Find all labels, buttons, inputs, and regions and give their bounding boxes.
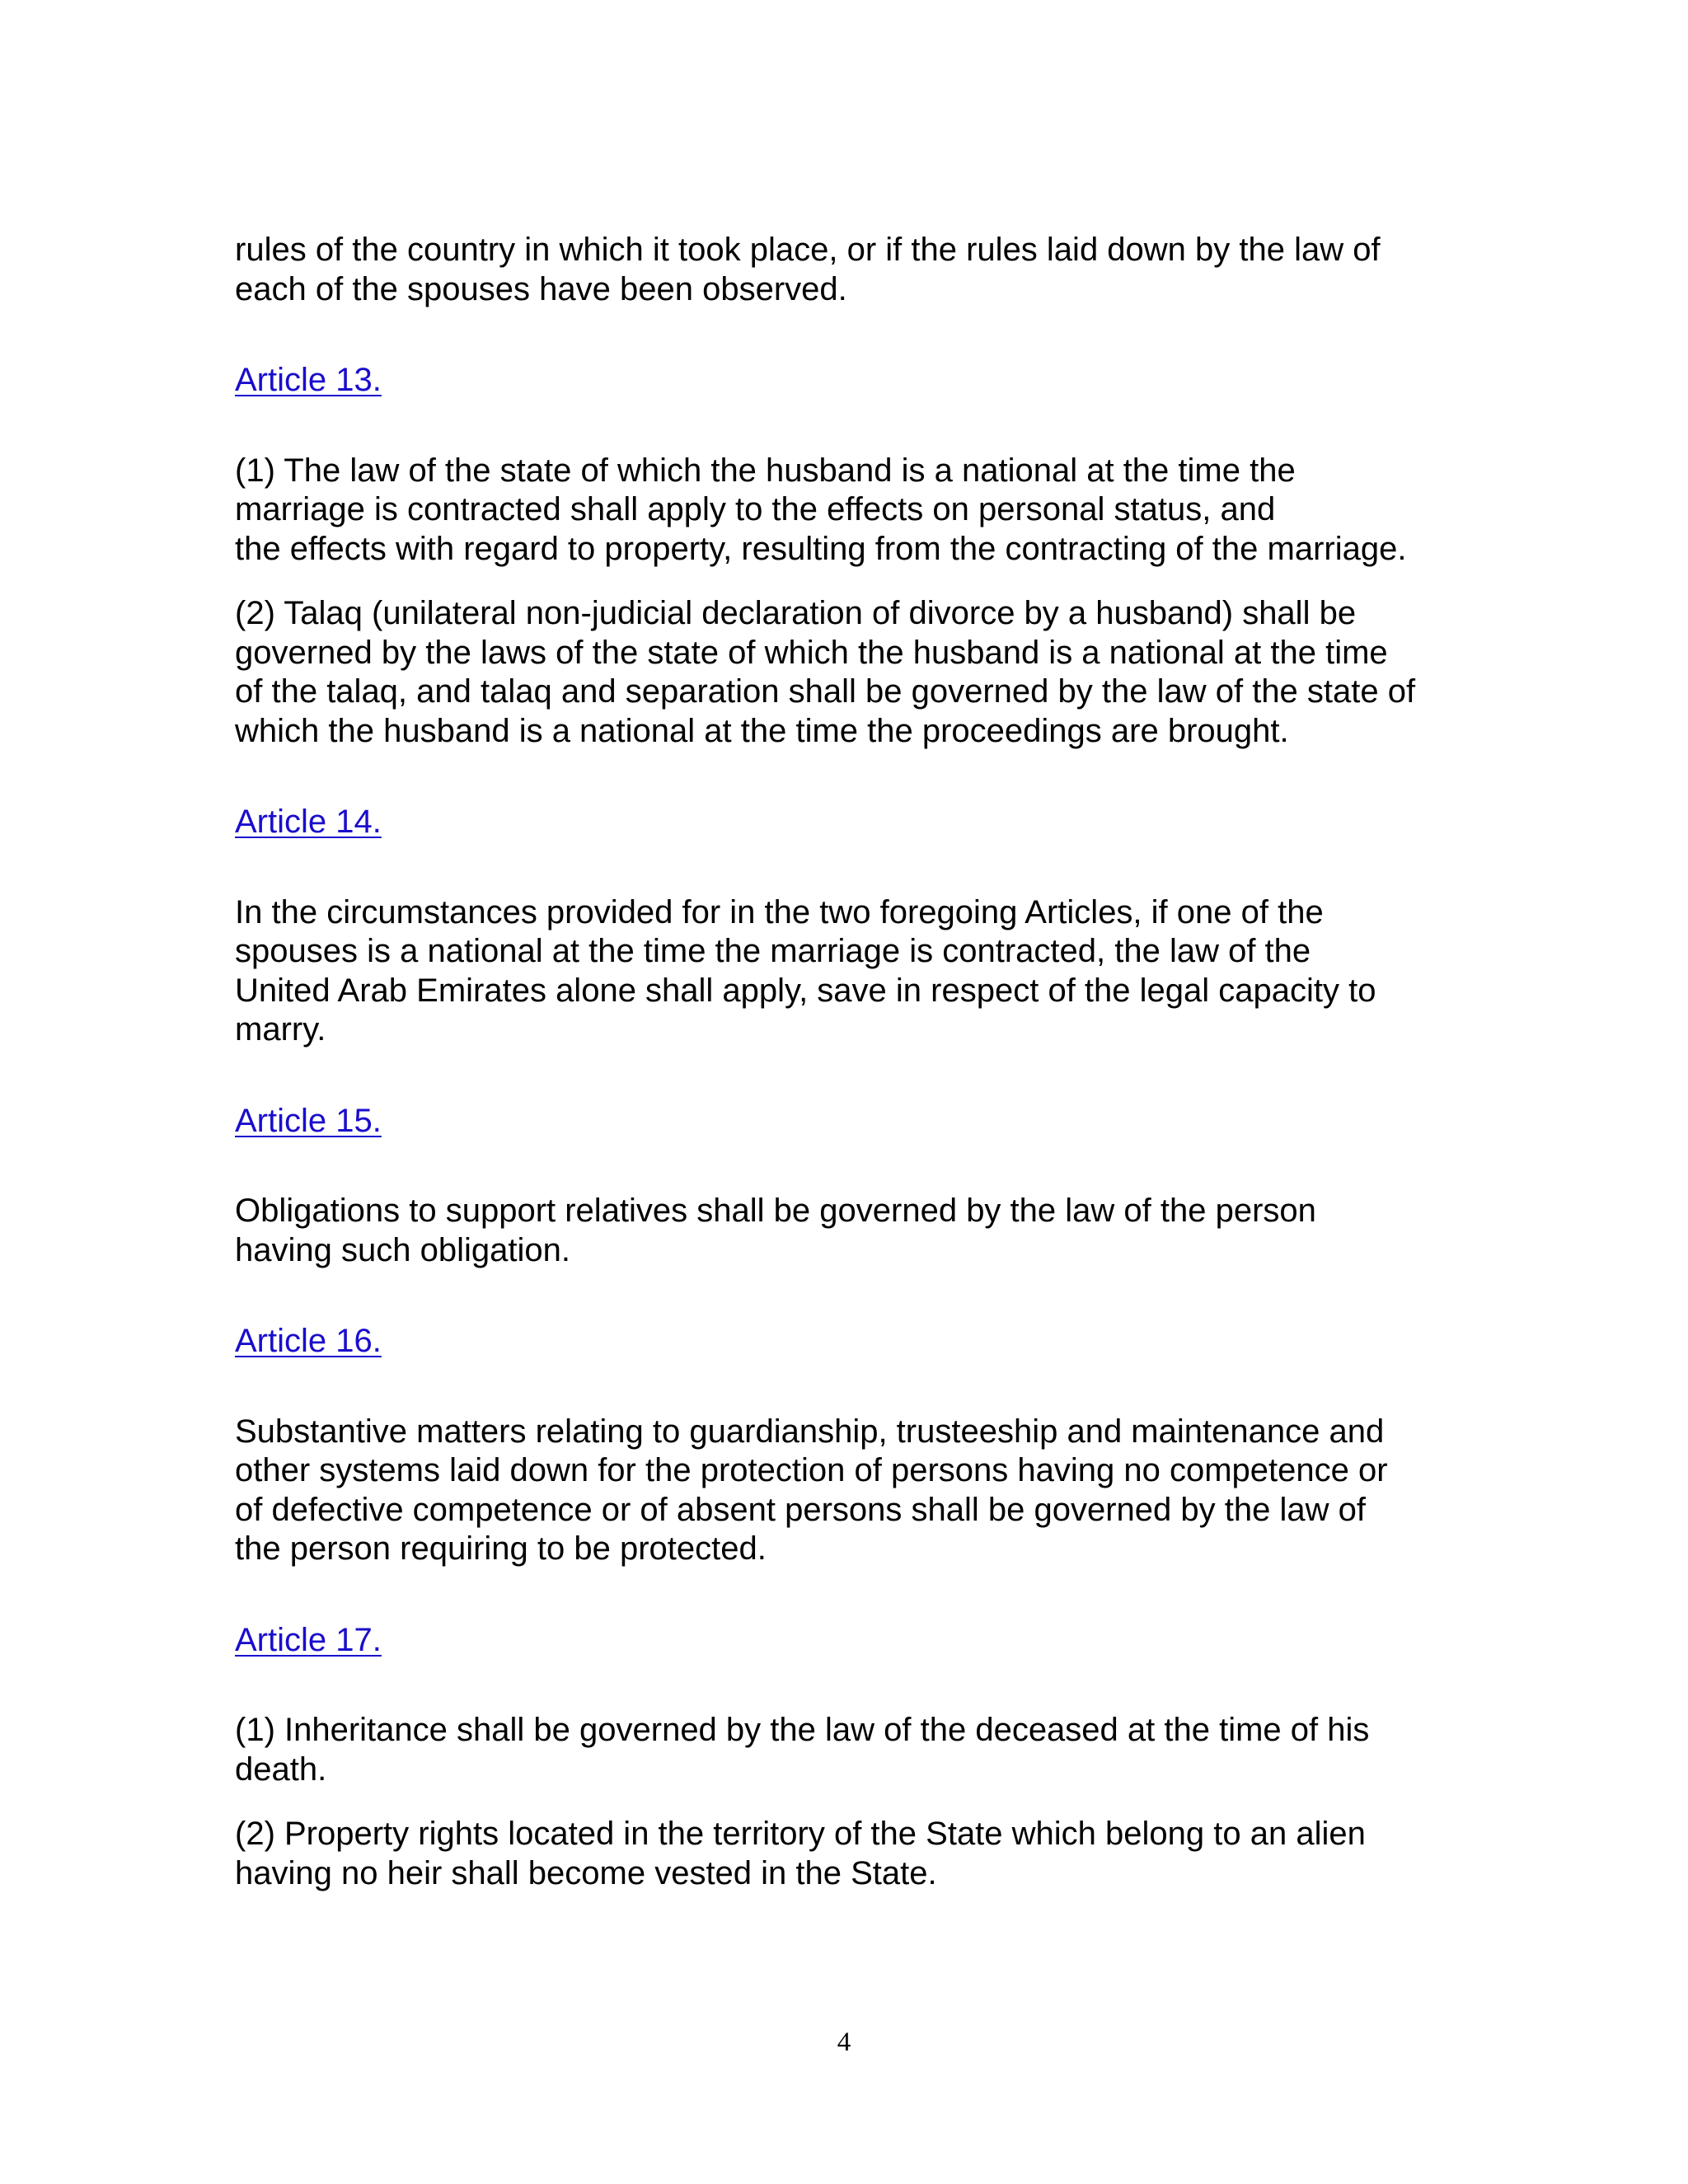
article-17-paragraph-1: (1) Inheritance shall be governed by the law of the deceased at the time of his death. [235, 1712, 1370, 1788]
intro-paragraph: rules of the country in which it took place, or if the rules laid down by the law of each of the spouses have been observed. [235, 232, 1381, 307]
article-15-heading-link[interactable]: Article 15. [235, 1102, 382, 1139]
article-16-section [235, 1322, 1455, 1361]
article-15-section [235, 1102, 1455, 1141]
article-13-paragraph-1: (1) The law of the state of which the husband is a national at the time the marriage is contracted shall apply to the effects on personal status, and the effects with regard to property, resulting from the contracting of the marriage. [235, 452, 1407, 567]
article-13-paragraph-2: (2) Talaq (unilateral non-judicial declaration of divorce by a husband) shall be governed by the laws of the state of which the husband is a national at the time of the talaq, and talaq and separation shall be governed by the law of the state of which the husband is a national at the time the proceedings are brought. [235, 595, 1416, 749]
document-body [235, 231, 1455, 1893]
article-14-paragraph-1: In the circumstances provided for in the two foregoing Articles, if one of the spouses is a national at the time the marriage is contracted, the law of the United Arab Emirates alone shall apply, save in respect of the legal capacity to marry. [235, 893, 1376, 1047]
article-15-paragraph-1: Obligations to support relatives shall be governed by the law of the person having such obligation. [235, 1193, 1316, 1268]
page-number: 4 [837, 2027, 851, 2057]
article-16-heading-link[interactable]: Article 16. [235, 1323, 382, 1359]
article-13-section [235, 361, 1455, 401]
article-16-paragraph-1: Substantive matters relating to guardianship, trusteeship and maintenance and other systems laid down for the protection of persons having no competence or of defective competence or of absent persons shall be governed by the law of the person requiring to be protected. [235, 1413, 1388, 1567]
article-14-heading-link[interactable]: Article 14. [235, 804, 382, 840]
article-14-section [235, 803, 1455, 842]
article-17-paragraph-2: (2) Property rights located in the territory of the State which belong to an alien having no heir shall become vested in the State. [235, 1816, 1366, 1891]
article-13-heading-link[interactable]: Article 13. [235, 362, 382, 398]
article-17-section [235, 1621, 1455, 1661]
article-17-heading-link[interactable]: Article 17. [235, 1621, 382, 1658]
